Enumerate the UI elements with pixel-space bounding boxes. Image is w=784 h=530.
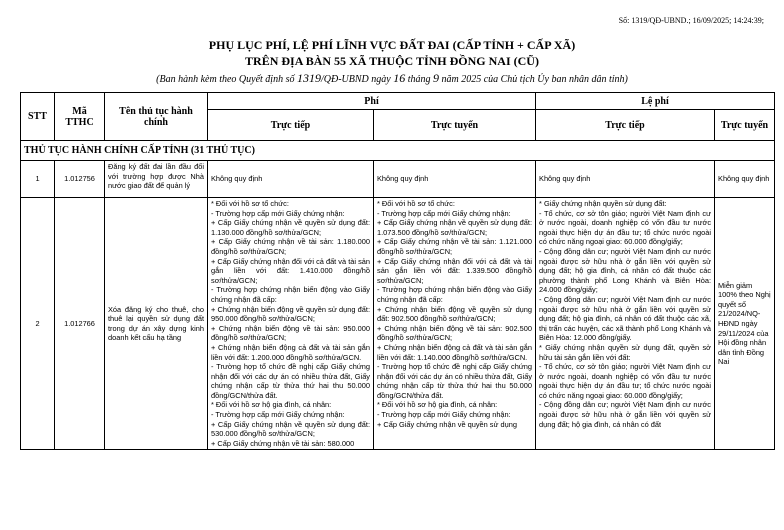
decision-month: 9: [432, 71, 439, 85]
text-line: + Cấp Giấy chứng nhận về tài sản: 1.121.000 đồng/hồ sơ/thửa/GCN;: [377, 237, 533, 256]
text-line: - Cộng đồng dân cư; người Việt Nam định cư nước ngoài được sở hữu nhà ở gắn liền với quyền sử dụng đất; hộ gia đình, cá nhân có đất thuộc các phường thành phố Long Khánh và Biên Hòa: 24.000 đồng/giấy;: [539, 246, 712, 295]
subtitle: [0, 71, 784, 86]
row2-ma: 1.012766: [55, 198, 105, 450]
text-line: + Cấp Giấy chứng nhận đối với cả đất và tài sản gắn liền với đất: 1.410.000 đồng/hồ sơ/thửa/GCN;: [211, 256, 370, 285]
header-stt: STT: [21, 93, 55, 141]
row2-le-phi-truc-tiep: [536, 198, 715, 450]
text-line: * Đối với hồ sơ hộ gia đình, cá nhân:: [211, 400, 332, 410]
text-line: - Trường hợp cấp mới Giấy chứng nhận:: [211, 410, 345, 420]
subtitle-part: năm 2025 của Chủ tịch Ủy ban nhân dân tỉnh): [438, 74, 628, 85]
text-line: + Cấp Giấy chứng nhận về tài sản: 1.180.000 đồng/hồ sơ/thửa/GCN;: [211, 237, 370, 256]
text-line: - Tổ chức, cơ sở tôn giáo; người Việt Nam định cư ở nước ngoài, doanh nghiệp có vốn đầu tư nước ngoài thực hiện dự án đầu tư; tổ chức nước ngoài có chức năng ngoại giao: 60.000 đồng/giấy;: [539, 362, 712, 400]
header-phi-truc-tiep: Trực tiếp: [208, 110, 374, 141]
row2-stt: 2: [21, 198, 55, 450]
title-line-1: PHỤ LỤC PHÍ, LỆ PHÍ LĨNH VỰC ĐẤT ĐAI (CẤP TỈNH + CẤP XÃ): [208, 38, 576, 52]
document-number: Số: 1319/QĐ-UBND.; 16/09/2025; 14:24:39;: [618, 16, 764, 25]
header-le-phi-truc-tiep: Trực tiếp: [536, 110, 715, 141]
header-phi-truc-tuyen: Trực tuyến: [374, 110, 536, 141]
text-line: + Cấp Giấy chứng nhận đối với cả đất và tài sản gắn liền với đất: 1.339.500 đồng/hồ sơ/thửa/GCN;: [377, 256, 533, 285]
subtitle-part: (Ban hành kèm theo Quyết định số: [156, 74, 297, 85]
row2-le-phi-truc-tuyen: Miễn giảm 100% theo Nghị quyết số 21/2024/NQ-HĐND ngày 29/11/2024 của Hội đồng nhân dân tỉnh Đồng Nai: [715, 198, 775, 450]
header-phi: Phí: [208, 93, 536, 110]
header-le-phi-truc-tuyen: Trực tuyến: [715, 110, 775, 141]
text-line: - Trường hợp cấp mới Giấy chứng nhận:: [211, 208, 345, 218]
row2-phi-truc-tiep: [208, 198, 374, 450]
text-line: * Đối với hồ sơ hộ gia đình, cá nhân:: [377, 400, 498, 410]
text-line: - Trường hợp cấp mới Giấy chứng nhận:: [377, 410, 511, 420]
text-line: + Chứng nhận biến động về tài sản: 902.500 đồng/hồ sơ/thửa/GCN;: [377, 323, 533, 343]
row1-le-phi-truc-tuyen: Không quy định: [715, 161, 775, 198]
decision-number: 1319: [296, 71, 321, 85]
header-ma-tthc: Mã TTHC: [55, 93, 105, 141]
text-line: + Cấp Giấy chứng nhận về quyền sử dụng: [377, 419, 517, 429]
header-row-1: [21, 93, 775, 110]
text-line: - Trường hợp chứng nhận biến động vào Giấy chứng nhận đã cấp:: [377, 285, 533, 304]
text-line: + Chứng nhận biến động về quyền sử dụng đất: 902.500 đồng/hồ sơ/thửa/GCN;: [377, 304, 533, 324]
text-line: + Cấp Giấy chứng nhận về tài sản: 580.000: [211, 438, 355, 448]
text-line: + Chứng nhận biến động cả đất và tài sản gắn liền với đất: 1.140.000 đồng/hồ sơ/thửa/GCN.: [377, 342, 533, 362]
text-line: - Trường hợp tổ chức đề nghị cấp Giấy chứng nhận đổi với các dự án có nhiều thửa đất, Giấy chứng nhận cấp từ thửa thứ hai thu 50.000 đồng/GCN/thửa đất.: [377, 362, 533, 400]
fee-table: [20, 92, 775, 450]
text-line: + Cấp Giấy chứng nhận về quyền sử dụng đất: 1.130.000 đồng/hồ sơ/thửa/GCN;: [211, 218, 370, 237]
row1-le-phi-truc-tiep: Không quy định: [536, 161, 715, 198]
row1-phi-truc-tuyen: Không quy định: [374, 161, 536, 198]
text-line: * Giấy chứng nhận quyền sử dụng đất:: [539, 199, 667, 208]
text-line: * Giấy chứng nhận quyền sử dụng đất, quyền sở hữu tài sản gắn liền với đất:: [539, 342, 712, 362]
text-line: - Trường hợp cấp mới Giấy chứng nhận:: [377, 208, 511, 218]
text-line: - Cộng đồng dân cư; người Việt Nam định cư nước ngoài được sở hữu nhà ở gắn liền với quyền sử dụng đất; hộ gia đình, cá nhân có đất thuộc các xã, thị trấn các huyện, các xã thành phố Long Khánh và Biên Hòa: 12.000 đồng/giấy.: [539, 294, 712, 343]
text-line: + Cấp Giấy chứng nhận về quyền sử dụng đất: 1.073.500 đồng/hồ sơ/thửa/GCN;: [377, 218, 533, 237]
row2-phi-truc-tuyen: [374, 198, 536, 450]
text-line: - Trường hợp tổ chức đề nghị cấp Giấy chứng nhận đổi với các dự án có nhiều thửa đất, Giấy chứng nhận cấp từ thửa thứ hai thu 50.000 đồng/GCN/thửa đất.: [211, 362, 370, 400]
text-line: + Chứng nhận biến động về tài sản: 950.000 đồng/hồ sơ/thửa/GCN;: [211, 323, 370, 343]
header-ten-thu-tuc: Tên thủ tục hành chính: [105, 93, 208, 141]
row1-phi-truc-tiep: Không quy định: [208, 161, 374, 198]
text-line: - Cộng đồng dân cư; người Việt Nam định cư nước ngoài được sở hữu nhà ở gắn liền với quyền sử dụng đất; hộ gia đình, cá nhân có đất: [539, 400, 712, 429]
row2-ten: Xóa đăng ký cho thuê, cho thuê lại quyền sử dụng đất trong dự án xây dựng kinh doanh kết cấu hạ tầng: [105, 198, 208, 450]
subtitle-part: /QĐ-UBND ngày: [320, 74, 394, 85]
table-row: [21, 161, 775, 198]
text-line: + Chứng nhận biến động cả đất và tài sản gắn liền với đất: 1.200.000 đồng/hồ sơ/thửa/GCN.: [211, 342, 370, 362]
text-line: + Chứng nhận biến động về quyền sử dụng đất: 950.000 đồng/hồ sơ/thửa/GCN;: [211, 304, 370, 324]
text-line: * Đối với hồ sơ tổ chức:: [377, 199, 455, 208]
text-line: + Cấp Giấy chứng nhận về quyền sử dụng đất: 530.000 đồng/hồ sơ/thửa/GCN;: [211, 419, 370, 439]
section-row: [21, 141, 775, 161]
text-line: * Đối với hồ sơ tổ chức:: [211, 199, 289, 208]
row1-ma: 1.012756: [55, 161, 105, 198]
header-le-phi: Lệ phí: [536, 93, 775, 110]
subtitle-part: tháng: [405, 74, 433, 85]
title-line-2: TRÊN ĐỊA BÀN 55 XÃ THUỘC TỈNH ĐỒNG NAI (CŨ): [245, 54, 539, 68]
table-row: [21, 198, 775, 450]
section-title: THỦ TỤC HÀNH CHÍNH CẤP TỈNH (31 THỦ TỤC): [21, 141, 775, 161]
text-line: - Trường hợp chứng nhận biến động vào Giấy chứng nhận đã cấp:: [211, 285, 370, 304]
decision-day: 16: [393, 71, 406, 85]
text-line: - Tổ chức, cơ sở tôn giáo; người Việt Nam định cư ở nước ngoài, doanh nghiệp có vốn đầu tư nước ngoài thực hiện dự án đầu tư; tổ chức nước ngoài có chức năng ngoại giao: 60.000 đồng/giấy;: [539, 208, 712, 247]
row1-stt: 1: [21, 161, 55, 198]
row1-ten: Đăng ký đất đai lần đầu đối với trường hợp được Nhà nước giao đất để quản lý: [105, 161, 208, 198]
